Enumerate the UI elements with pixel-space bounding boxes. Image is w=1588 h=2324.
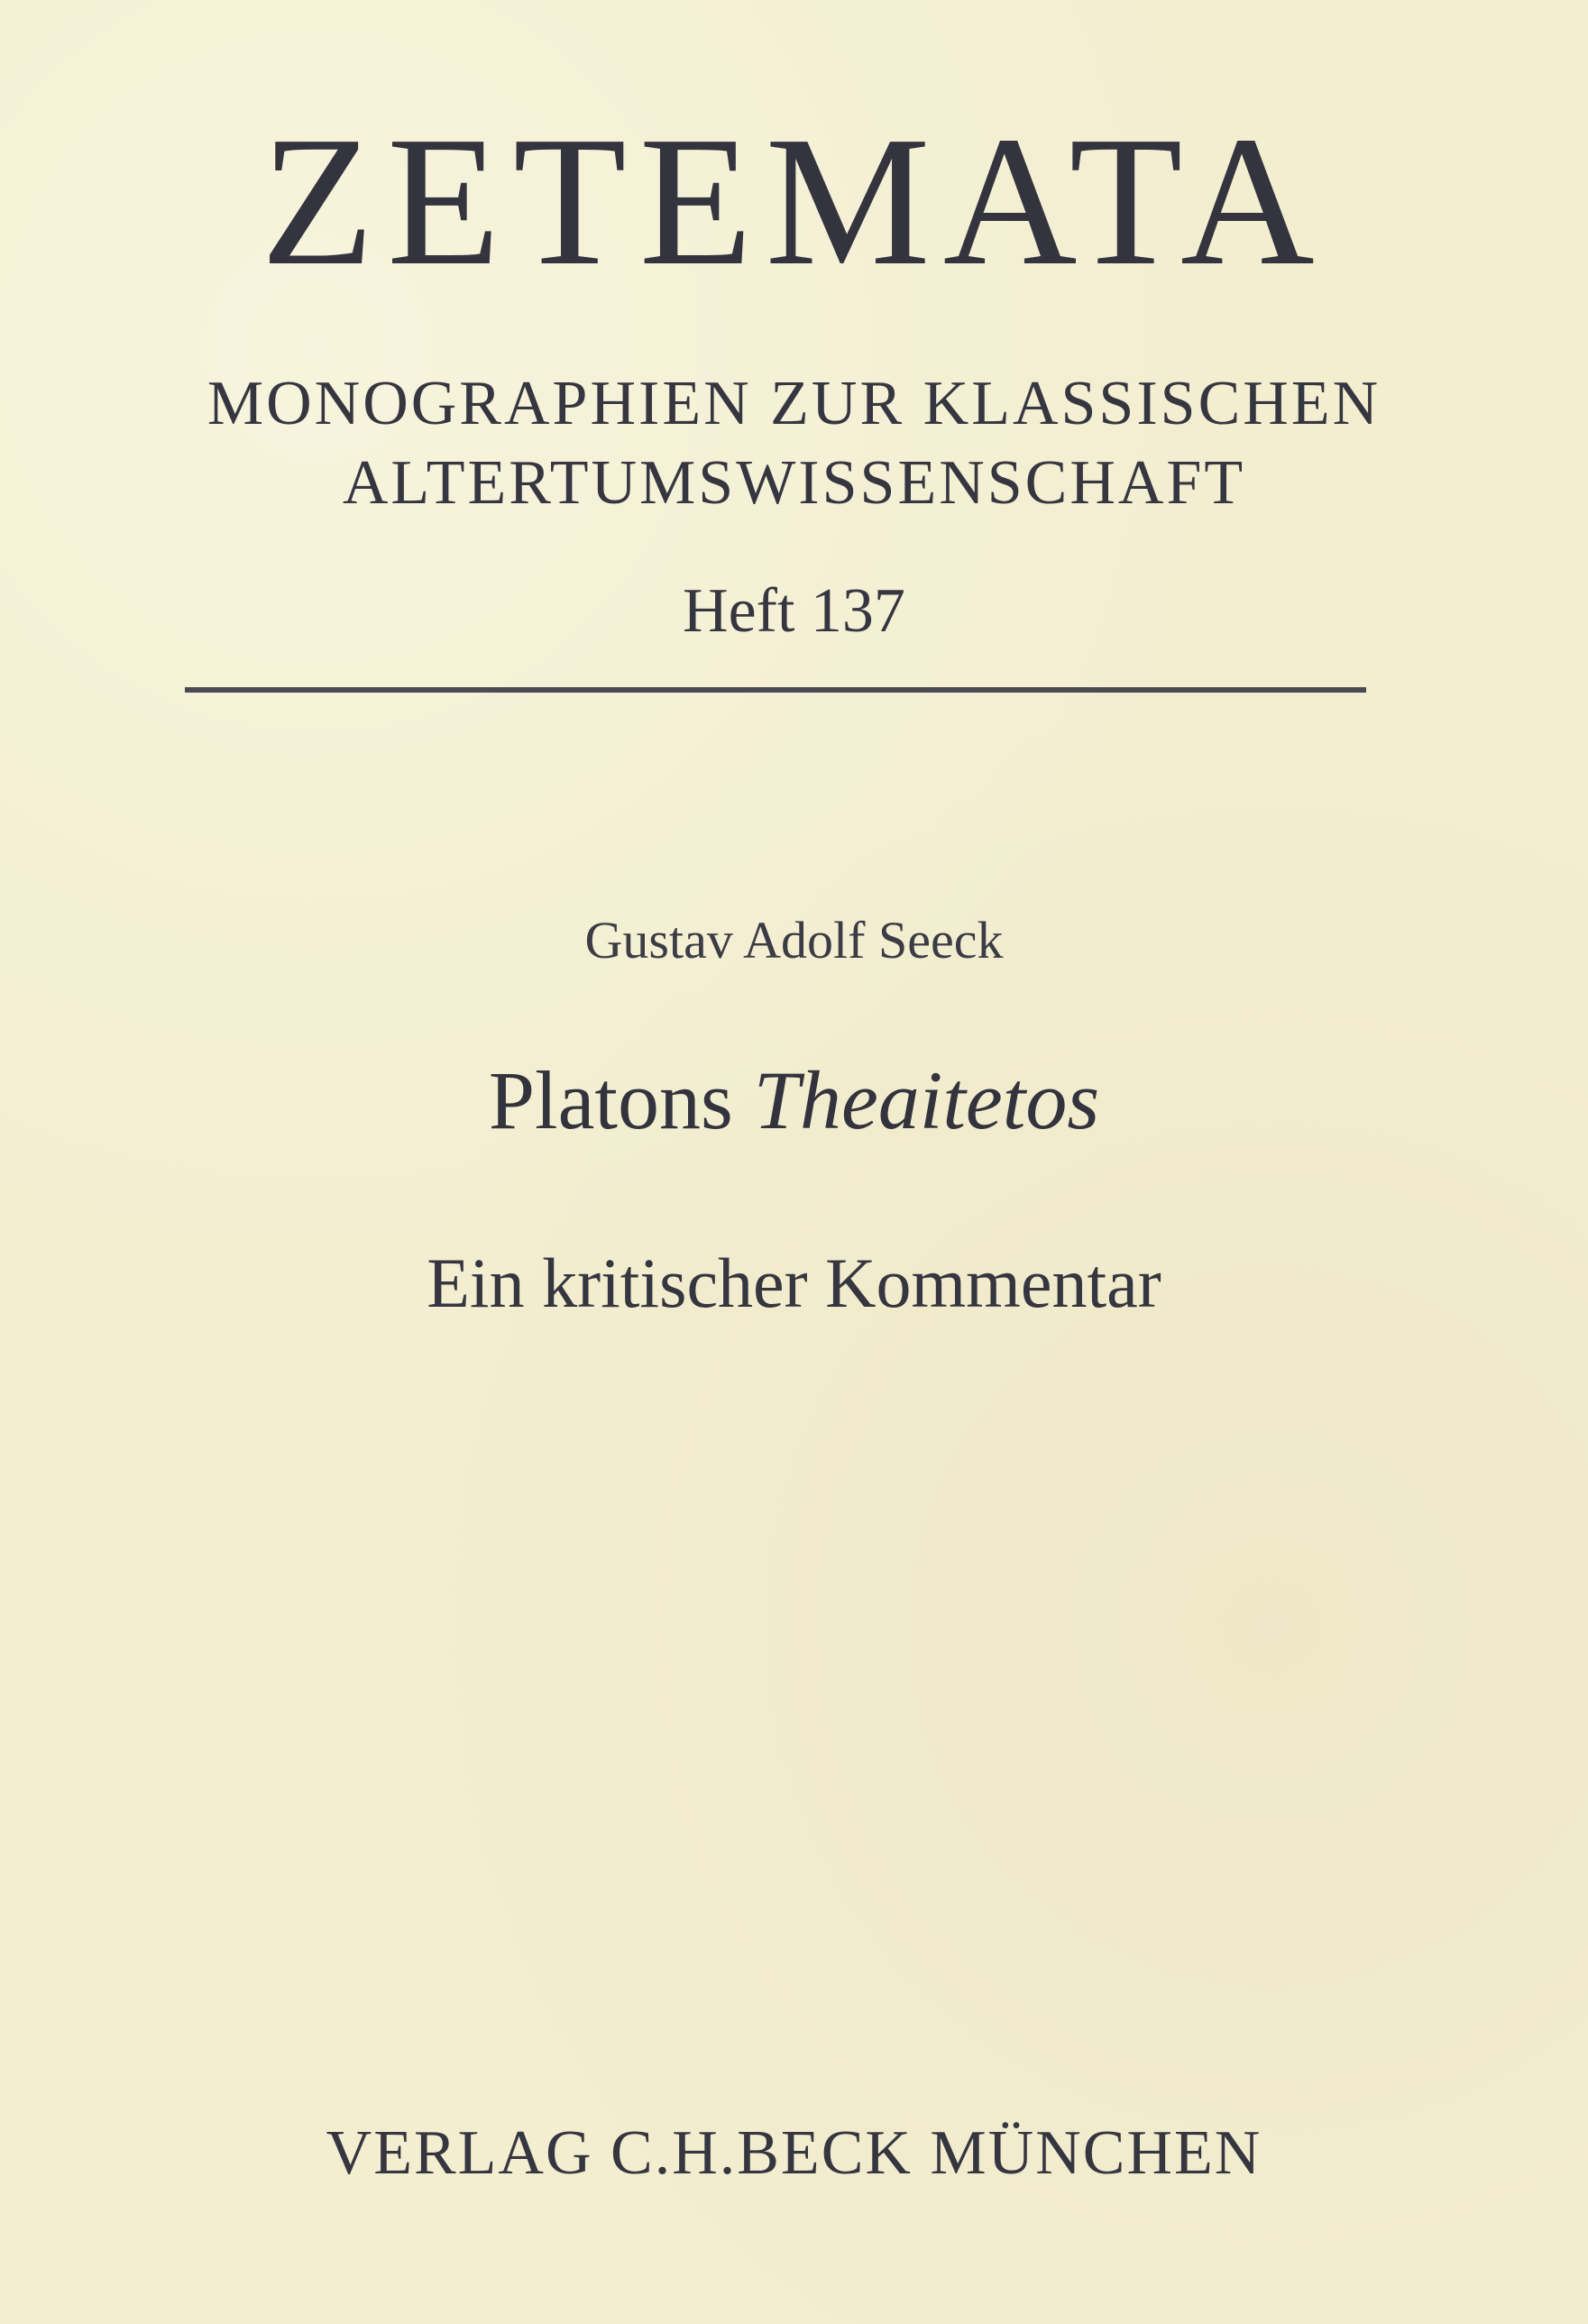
book-title-plain: Platons <box>488 1054 733 1146</box>
series-issue-number: Heft 137 <box>683 576 905 646</box>
publisher-imprint: VERLAG C.H.BECK MÜNCHEN <box>326 2118 1262 2188</box>
series-title: ZETEMATA <box>261 97 1327 304</box>
book-subtitle: Ein kritischer Kommentar <box>427 1244 1161 1322</box>
book-title <box>0 1055 1588 1145</box>
series-subtitle-line-1: MONOGRAPHIEN ZUR KLASSISCHEN <box>207 369 1381 438</box>
series-subtitle-line-2: ALTERTUMSWISSENSCHAFT <box>342 448 1246 518</box>
book-title-italic: Theaitetos <box>753 1054 1100 1146</box>
horizontal-divider <box>185 687 1366 693</box>
author-name: Gustav Adolf Seeck <box>584 911 1004 969</box>
